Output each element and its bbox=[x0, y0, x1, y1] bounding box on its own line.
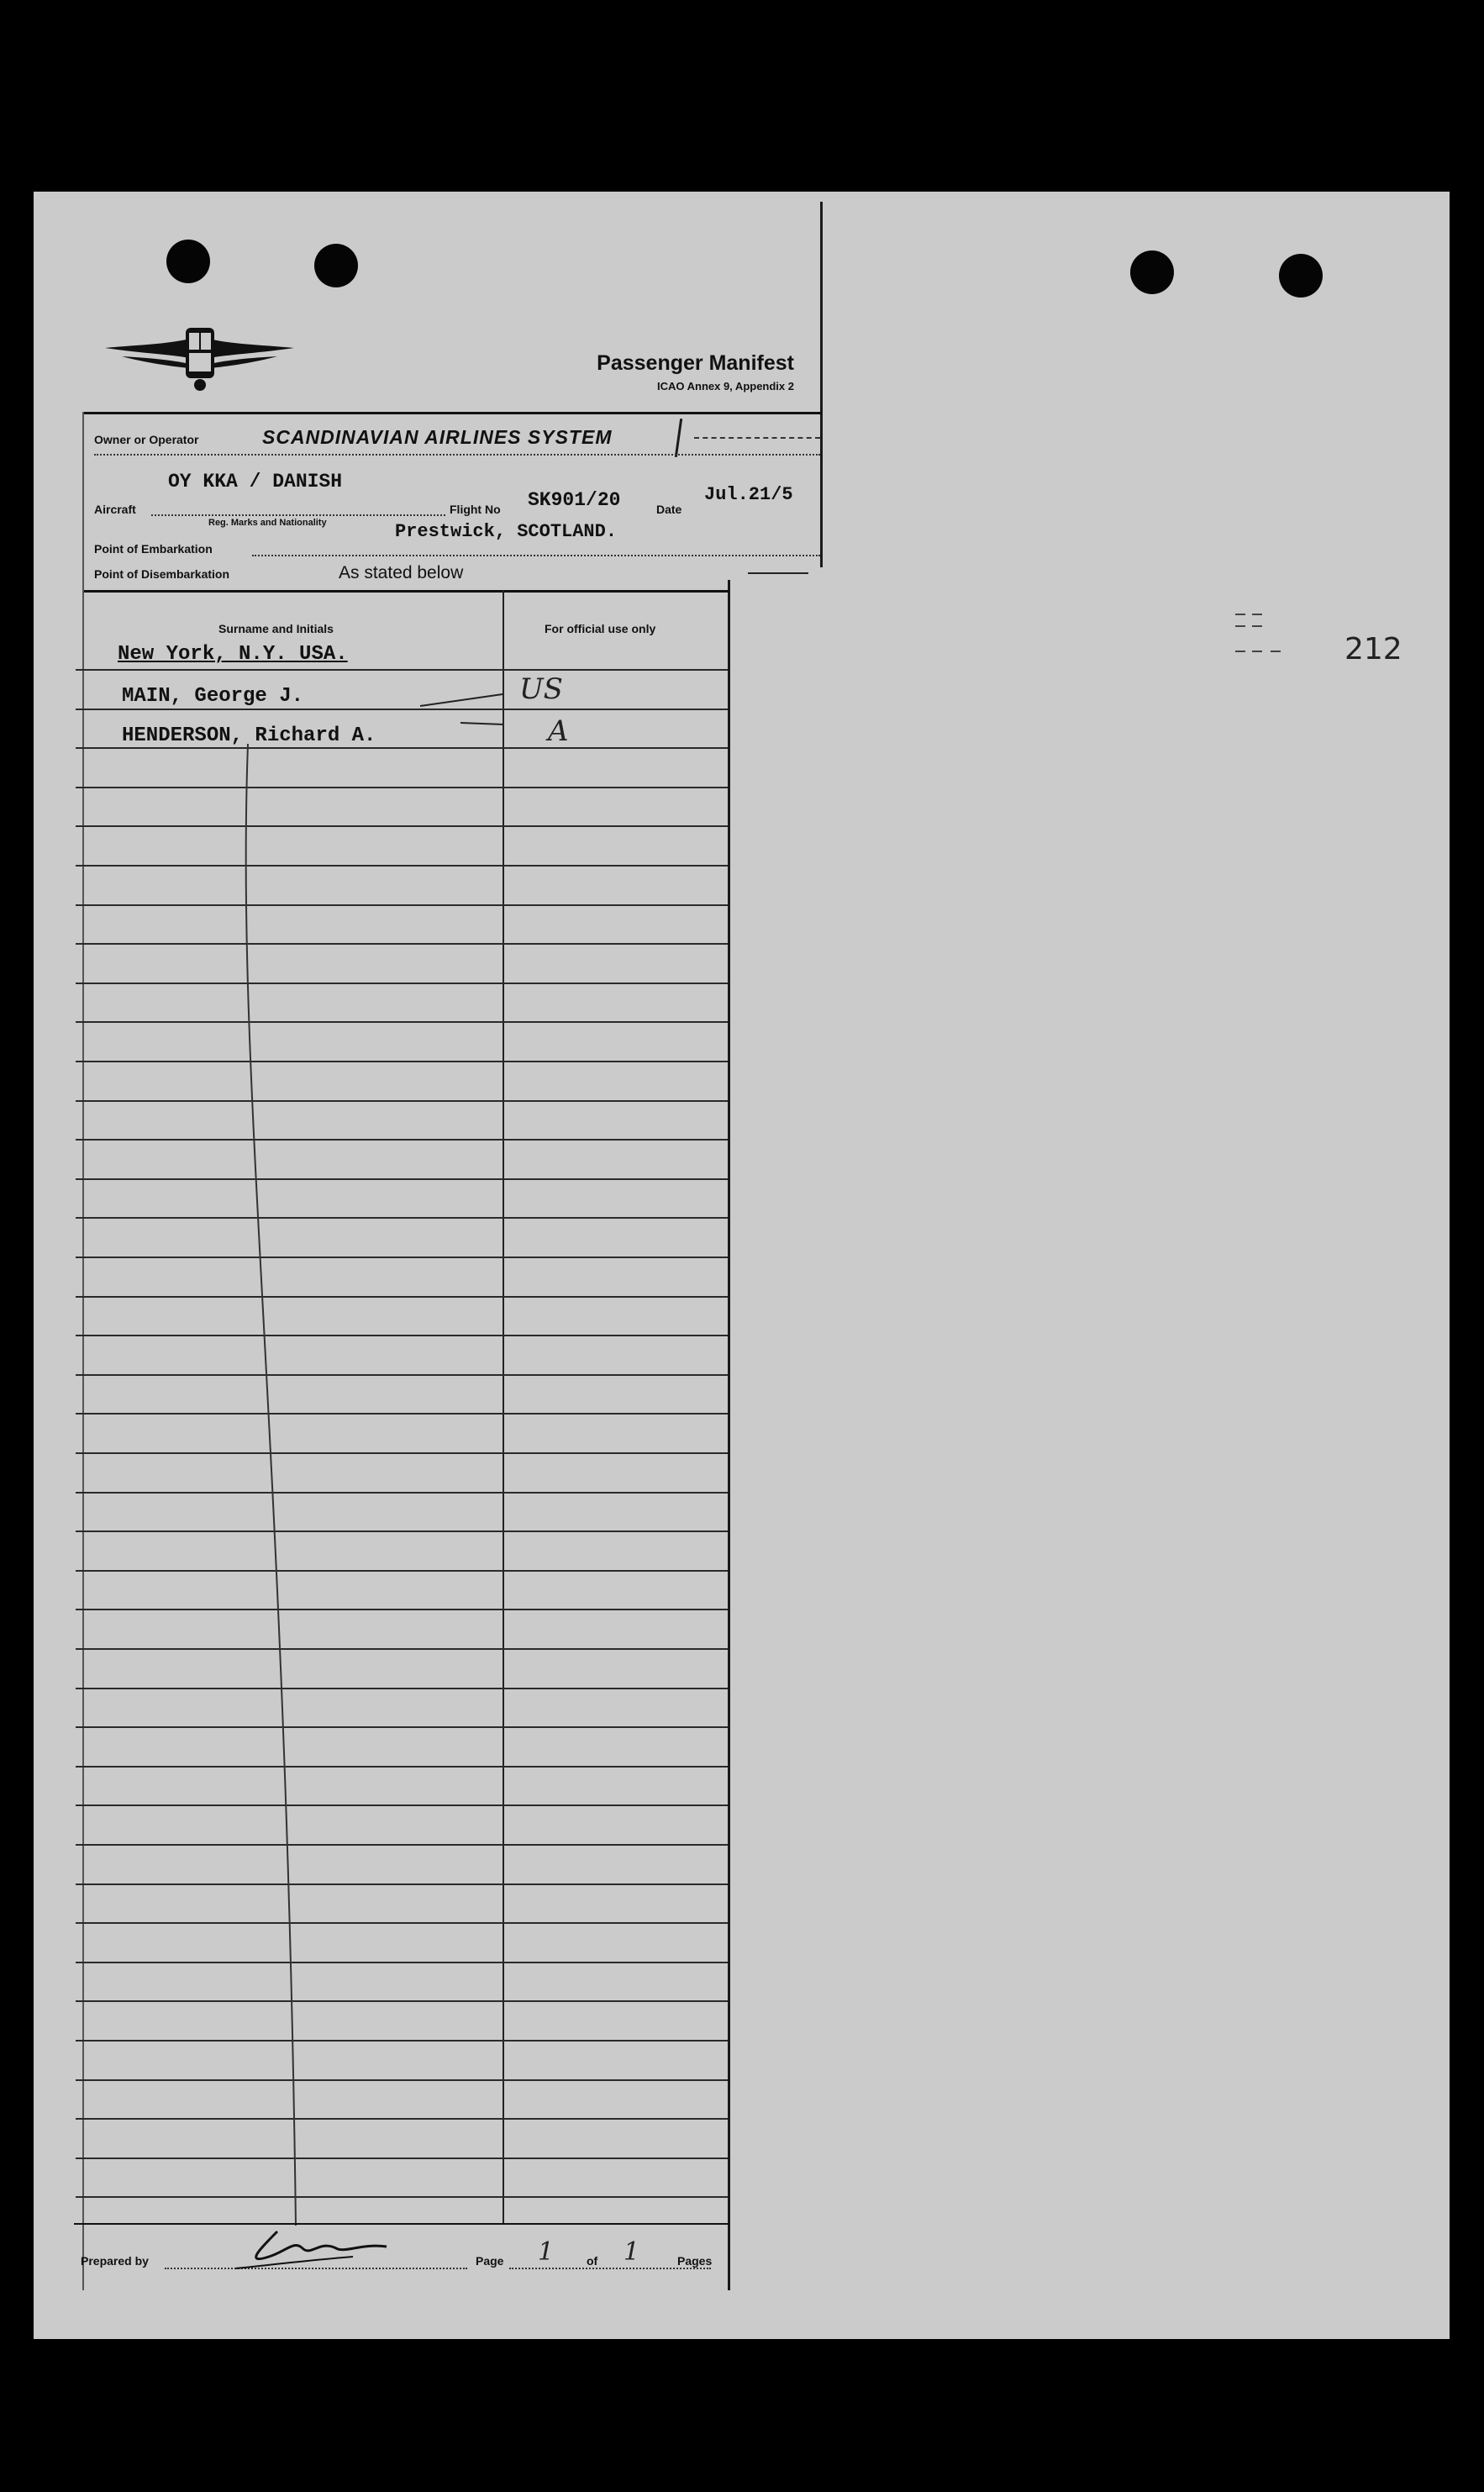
date-label: Date bbox=[656, 503, 682, 516]
column-header-names: Surname and Initials bbox=[218, 622, 334, 635]
table-bottom-border bbox=[74, 2223, 729, 2225]
date-value: Jul.21/5 bbox=[704, 484, 793, 505]
destination-heading: New York, N.Y. USA. bbox=[118, 643, 348, 666]
column-header-official: For official use only bbox=[545, 622, 656, 635]
embarkation-value: Prestwick, SCOTLAND. bbox=[395, 521, 618, 542]
owner-value: SCANDINAVIAN AIRLINES SYSTEM bbox=[262, 426, 613, 448]
disembarkation-label: Point of Disembarkation bbox=[94, 567, 230, 581]
prepared-by-label: Prepared by bbox=[81, 2254, 149, 2268]
of-label: of bbox=[587, 2254, 598, 2268]
embarkation-label: Point of Embarkation bbox=[94, 542, 213, 556]
page-value: 1 bbox=[538, 2237, 555, 2267]
page-label: Page bbox=[476, 2254, 504, 2268]
pages-label: Pages bbox=[677, 2254, 713, 2268]
form-subtitle: ICAO Annex 9, Appendix 2 bbox=[656, 380, 794, 393]
passenger-row-2-official-mark: A bbox=[548, 714, 569, 748]
archive-page-number: 212 bbox=[1345, 632, 1402, 666]
aircraft-label: Aircraft bbox=[94, 503, 136, 516]
form-title: Passenger Manifest bbox=[597, 351, 794, 375]
of-value: 1 bbox=[624, 2237, 640, 2267]
passenger-row-1-name: MAIN, George J. bbox=[122, 685, 304, 708]
owner-label: Owner or Operator bbox=[94, 433, 199, 446]
flight-label: Flight No bbox=[450, 503, 501, 516]
tally-marks bbox=[1234, 609, 1292, 668]
passenger-row-2-name: HENDERSON, Richard A. bbox=[122, 724, 376, 747]
flight-value: SK901/20 bbox=[528, 489, 621, 511]
aircraft-value: OY KKA / DANISH bbox=[168, 471, 343, 493]
passenger-row-1-official-mark: US bbox=[519, 672, 563, 706]
page-underline bbox=[509, 2268, 711, 2269]
preparer-signature bbox=[235, 2223, 395, 2273]
disembarkation-value: As stated below bbox=[339, 563, 464, 582]
reg-marks-label: Reg. Marks and Nationality bbox=[208, 518, 327, 528]
